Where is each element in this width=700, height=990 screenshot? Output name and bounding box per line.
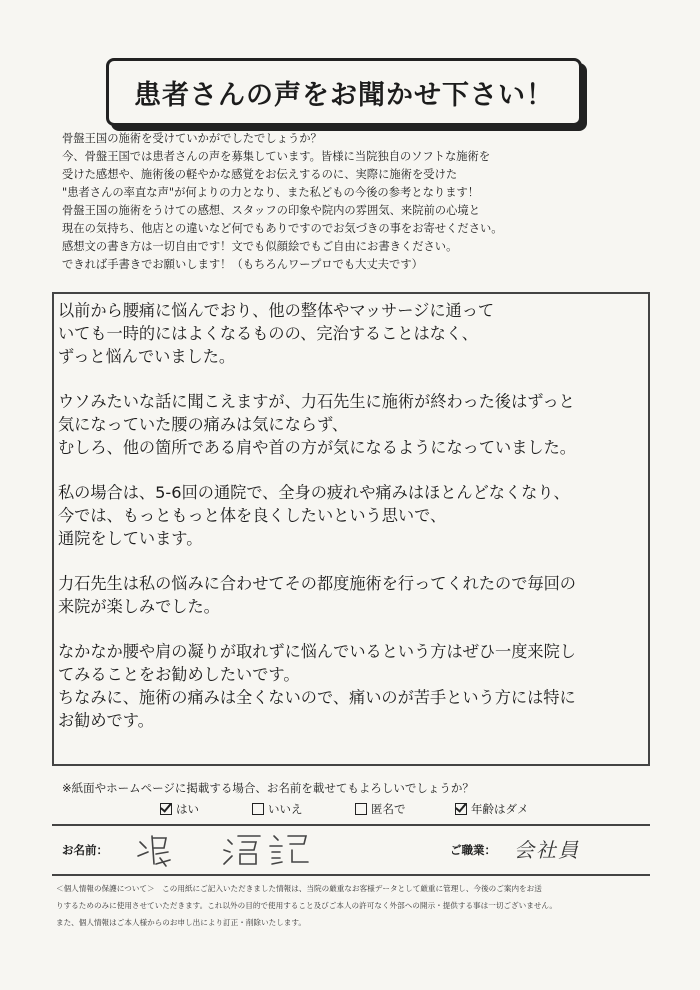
page-title: 患者さんの声をお聞かせ下さい！ <box>134 79 554 111</box>
job-label: ご職業： <box>450 843 496 857</box>
name-row <box>52 826 650 876</box>
checkbox-anonymous[interactable] <box>355 803 367 815</box>
checkbox-no[interactable] <box>252 803 264 815</box>
intro-line: 骨盤王国の施術を受けていかがでしたでしょうか？ <box>62 132 322 145</box>
checkbox-yes[interactable] <box>160 803 172 815</box>
testimonial-line: 力石先生は私の悩みに合わせてその都度施術を行ってくれたので毎回の <box>58 574 576 593</box>
testimonial-line: お勧めです。 <box>58 711 154 730</box>
option-no[interactable] <box>252 801 303 817</box>
option-anonymous-label: 匿名で <box>371 802 406 816</box>
testimonial-line: 以前から腰痛に悩んでおり、他の整体やマッサージに通って <box>58 301 495 320</box>
intro-line: "患者さんの率直な声"が何よりの力となり、また私どもの今後の参考となります！ <box>62 186 480 199</box>
testimonial-line: てみることをお勧めしたいです。 <box>58 665 300 684</box>
privacy-notice <box>56 880 656 931</box>
intro-text <box>62 130 662 274</box>
option-yes[interactable] <box>160 801 199 817</box>
testimonial-line: ずっと悩んでいました。 <box>58 347 236 366</box>
option-no-age[interactable] <box>455 801 529 817</box>
handwritten-name-signature <box>132 830 332 870</box>
privacy-line: また、個人情報はご本人様からのお申し出により訂正・削除いたします。 <box>56 918 306 927</box>
consent-question: ※紙面やホームページに掲載する場合、お名前を載せてもよろしいでしょうか？ <box>62 781 474 795</box>
testimonial-line: 来院が楽しみでした。 <box>58 597 220 616</box>
title-box <box>106 58 582 126</box>
privacy-line: ＜個人情報の保護について＞ この用紙にご記入いただきました情報は、当院の厳重なお客様データとして厳重に管理し、今後のご案内をお送 <box>56 884 542 893</box>
testimonial-line: 気になっていた腰の痛みは気にならず、 <box>58 415 349 434</box>
intro-line: 感想文の書き方は一切自由です！文でも似顔絵でもご自由にお書きください。 <box>62 240 458 253</box>
option-no-age-label: 年齢はダメ <box>471 802 529 816</box>
intro-line: できれば手書きでお願いします！（もちろんワープロでも大丈夫です） <box>62 258 423 271</box>
intro-line: 現在の気持ち、他店との違いなど何でもありですのでお気づきの事をお寄せください。 <box>62 222 503 235</box>
testimonial-line: なかなか腰や肩の凝りが取れずに悩んでいるという方はぜひ一度来院し <box>58 642 576 661</box>
testimonial-line: 私の場合は、5-6回の通院で、全身の疲れや痛みはほとんどなくなり、 <box>58 483 570 502</box>
intro-line: 骨盤王国の施術をうけての感想、スタッフの印象や院内の雰囲気、来院前の心境と <box>62 204 480 217</box>
option-yes-label: はい <box>176 802 199 816</box>
testimonial-line: ちなみに、施術の痛みは全くないので、痛いのが苦手という方には特に <box>58 688 576 707</box>
testimonial-text <box>58 299 648 732</box>
testimonial-line: 今では、もっともっと体を良くしたいという思いで、 <box>58 506 447 525</box>
privacy-line: りするためのみに使用させていただきます。これ以外の目的で使用すること及びご本人の許可なく外部への開示・提供する事は一切ございません。 <box>56 901 558 910</box>
testimonial-line: 通院をしています。 <box>58 529 203 548</box>
intro-line: 今、骨盤王国では患者さんの声を募集しています。皆様に当院独自のソフトな施術を <box>62 150 491 163</box>
checkbox-no-age[interactable] <box>455 803 467 815</box>
consent-options <box>0 801 700 821</box>
intro-line: 受けた感想や、施術後の軽やかな感覚をお伝えするのに、実際に施術を受けた <box>62 168 458 181</box>
option-no-label: いいえ <box>268 802 303 816</box>
testimonial-line: むしろ、他の箇所である肩や首の方が気になるようになっていました。 <box>58 438 576 457</box>
name-label: お名前： <box>62 843 108 857</box>
testimonial-line: いても一時的にはよくなるものの、完治することはなく、 <box>58 324 478 343</box>
job-value: 会社員 <box>514 838 580 862</box>
testimonial-line: ウソみたいな話に聞こえますが、力石先生に施術が終わった後はずっと <box>58 392 575 411</box>
option-anonymous[interactable] <box>355 801 406 817</box>
